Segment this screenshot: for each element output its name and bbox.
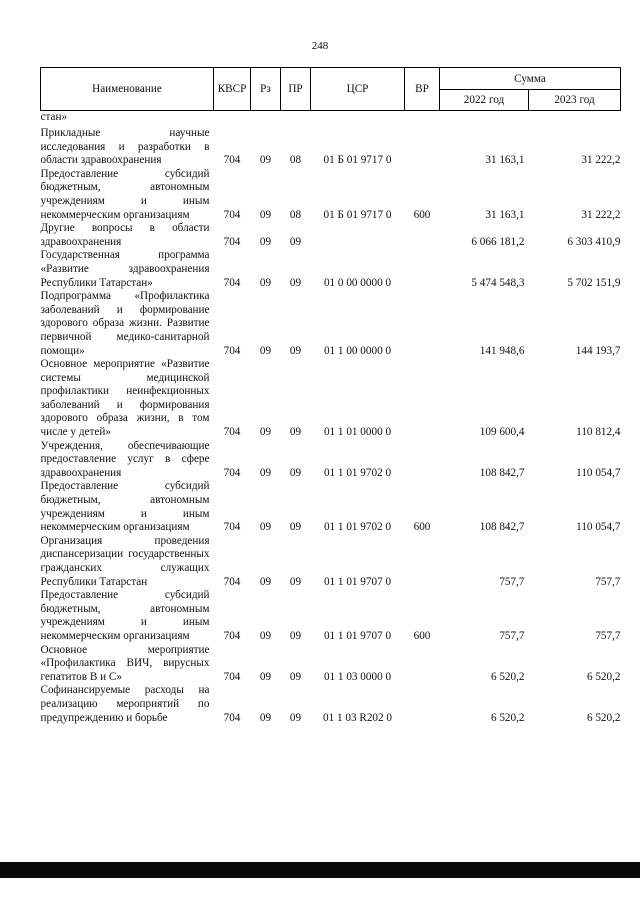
page-number: 248 (311, 40, 329, 52)
row-pr: 09 (289, 670, 302, 683)
scan-edge-bar (0, 862, 640, 878)
row-rz: 09 (259, 521, 272, 534)
row-rz: 09 (259, 466, 272, 479)
row-sum-2022: 757,7 (499, 575, 525, 588)
row-csr: 01 Б 01 9717 0 (323, 154, 392, 167)
row-vr (405, 222, 440, 249)
row-pr: 09 (289, 521, 302, 534)
row-kvsr: 704 (223, 466, 241, 479)
row-vr (405, 440, 440, 481)
row-kvsr: 704 (223, 670, 241, 683)
row-vr: 600 (413, 629, 431, 642)
row-pr: 09 (289, 711, 302, 724)
row-vr: 600 (413, 208, 431, 221)
row-sum-2023: 6 520,2 (586, 670, 621, 683)
row-kvsr: 704 (223, 235, 241, 248)
row-kvsr: 704 (223, 426, 241, 439)
table-row (41, 249, 621, 290)
row-sum-2023: 110 812,4 (576, 426, 621, 439)
row-vr: 600 (413, 521, 431, 534)
row-csr: 01 1 03 R202 0 (323, 711, 392, 724)
row-rz: 09 (259, 344, 272, 357)
row-pr: 09 (289, 344, 302, 357)
row-sum-2023: 6 520,2 (586, 711, 621, 724)
table-row (41, 222, 621, 249)
table-row (41, 535, 621, 589)
row-sum-2022: 6 520,2 (490, 670, 525, 683)
table-row (41, 168, 621, 222)
row-pr: 09 (289, 235, 302, 248)
row-name: Основное мероприятие «Развитие системы медицинской профилактики неинфекционных заболеваний и формирования здорового образа жизни, в том числе у детей» (40, 358, 210, 439)
row-pr: 09 (289, 426, 302, 439)
header-year-2023: 2023 год (529, 90, 621, 111)
row-kvsr: 704 (223, 276, 241, 289)
row-sum-2022: 6 066 181,2 (471, 235, 525, 248)
row-pr: 09 (289, 629, 302, 642)
row-name: Прикладные научные исследования и разработки в области здравоохранения (40, 127, 210, 167)
row-rz: 09 (259, 235, 272, 248)
row-sum-2023: 31 222,2 (581, 208, 621, 221)
row-sum-2023: 31 222,2 (581, 154, 621, 167)
row-csr: 01 1 01 9707 0 (323, 629, 392, 642)
row-name: Организация проведения диспансеризации государственных гражданских служащих Республики Татарстан (40, 534, 210, 588)
row-name: Учреждения, обеспечивающие предоставление услуг в сфере здравоохранения (40, 439, 210, 479)
row-csr: 01 1 01 9707 0 (323, 575, 392, 588)
row-sum-2023: 110 054,7 (576, 521, 621, 534)
row-kvsr: 704 (223, 711, 241, 724)
row-sum-2022: 31 163,1 (485, 154, 525, 167)
row-csr: 01 1 01 9702 0 (323, 466, 392, 479)
row-kvsr: 704 (223, 344, 241, 357)
budget-table (40, 67, 621, 725)
table-body (41, 111, 621, 726)
row-csr: 01 1 00 0000 0 (323, 344, 392, 357)
row-sum-2022: 141 948,6 (479, 344, 525, 357)
row-kvsr: 704 (223, 154, 241, 167)
row-vr (405, 358, 440, 440)
row-vr (405, 249, 440, 290)
row-vr (405, 684, 440, 725)
row-kvsr: 704 (223, 575, 241, 588)
row-csr: 01 0 00 0000 0 (323, 276, 392, 289)
header-name: Наименование (41, 68, 214, 111)
row-name: Софинансируемые расходы на реализацию мероприятий по предупреждению и борьбе (40, 684, 210, 724)
row-csr: 01 Б 01 9717 0 (323, 208, 392, 221)
row-rz: 09 (259, 629, 272, 642)
row-pr: 09 (289, 575, 302, 588)
table-row (41, 684, 621, 725)
table-row (41, 127, 621, 168)
row-csr: 01 1 01 9702 0 (323, 521, 392, 534)
row-rz: 09 (259, 276, 272, 289)
row-sum-2023: 144 193,7 (575, 344, 621, 357)
table-row (41, 358, 621, 440)
row-name: Государственная программа «Развитие здравоохранения Республики Татарстан» (40, 249, 210, 289)
row-pr: 09 (289, 466, 302, 479)
row-pr: 08 (289, 154, 302, 167)
header-kvsr: КВСР (214, 68, 251, 111)
header-pr: ПР (281, 68, 311, 111)
row-kvsr: 704 (223, 521, 241, 534)
row-sum-2022: 108 842,7 (479, 466, 525, 479)
row-sum-2023: 5 702 151,9 (567, 276, 621, 289)
row-kvsr: 704 (223, 208, 241, 221)
table-row (41, 644, 621, 685)
row-sum-2022: 6 520,2 (490, 711, 525, 724)
row-sum-2023: 757,7 (595, 575, 621, 588)
table-row (41, 480, 621, 534)
row-name: Предоставление субсидий бюджетным, автономным учреждениям и иным некоммерческим организациям (40, 480, 210, 534)
row-kvsr: 704 (223, 629, 241, 642)
row-csr: 01 1 03 0000 0 (323, 670, 392, 683)
row-sum-2023: 757,7 (595, 629, 621, 642)
row-pr: 09 (289, 276, 302, 289)
row-sum-2023: 6 303 410,9 (567, 235, 621, 248)
table-row (41, 290, 621, 358)
continuation-text: стан» (40, 111, 68, 123)
row-rz: 09 (259, 208, 272, 221)
row-name: Подпрограмма «Профилактика заболеваний и формирование здорового образа жизни. Развитие первичной медико-санитарной помощи» (40, 290, 210, 357)
row-sum-2022: 31 163,1 (485, 208, 525, 221)
row-name: Предоставление субсидий бюджетным, автономным учреждениям и иным некоммерческим организациям (40, 167, 210, 221)
row-vr (405, 290, 440, 358)
table-row (41, 440, 621, 481)
table-row-continuation (41, 111, 621, 128)
row-pr: 08 (289, 208, 302, 221)
row-rz: 09 (259, 711, 272, 724)
row-csr (311, 222, 405, 249)
header-year-2022: 2022 год (440, 90, 529, 111)
table-row (41, 589, 621, 643)
row-rz: 09 (259, 575, 272, 588)
header-rz: Рз (251, 68, 281, 111)
row-rz: 09 (259, 426, 272, 439)
row-name: Предоставление субсидий бюджетным, автономным учреждениям и иным некоммерческим организациям (40, 589, 210, 642)
row-csr: 01 1 01 0000 0 (323, 426, 392, 439)
row-sum-2022: 109 600,4 (479, 426, 525, 439)
row-sum-2023: 110 054,7 (576, 466, 621, 479)
row-name: Основное мероприятие «Профилактика ВИЧ, вирусных гепатитов В и С» (40, 643, 210, 683)
row-vr (405, 127, 440, 168)
row-sum-2022: 5 474 548,3 (471, 276, 525, 289)
row-sum-2022: 108 842,7 (479, 521, 525, 534)
row-rz: 09 (259, 154, 272, 167)
row-vr (405, 535, 440, 589)
row-sum-2022: 757,7 (499, 629, 525, 642)
header-sum: Сумма (440, 68, 621, 90)
header-vr: ВР (405, 68, 440, 111)
row-vr (405, 644, 440, 685)
row-name: Другие вопросы в области здравоохранения (40, 222, 210, 248)
row-rz: 09 (259, 670, 272, 683)
header-csr: ЦСР (311, 68, 405, 111)
